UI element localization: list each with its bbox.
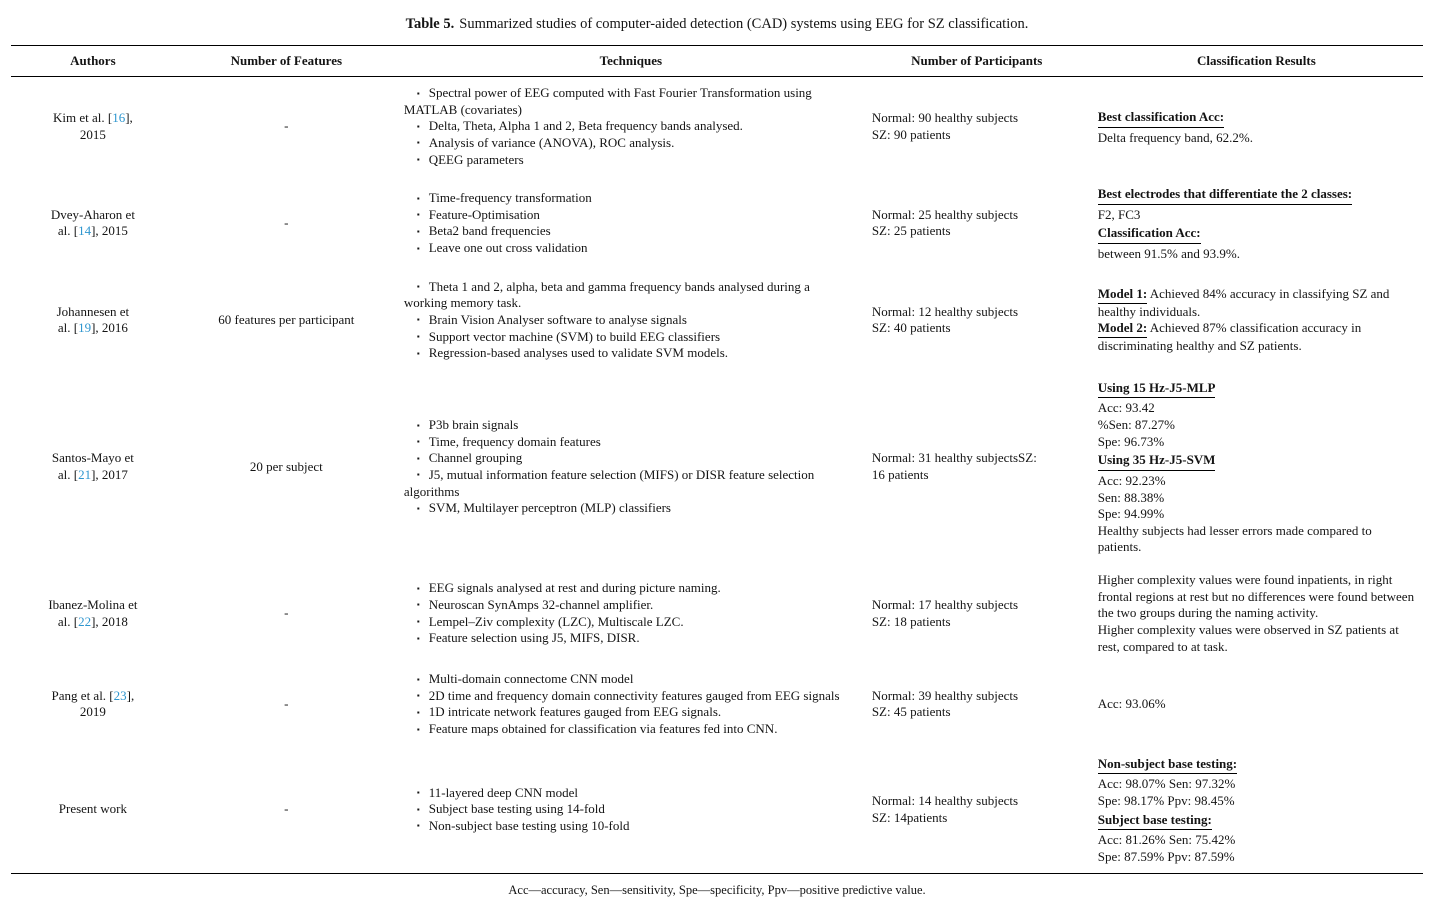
result-heading-line xyxy=(1098,756,1415,775)
results-cell xyxy=(1090,370,1423,564)
results-cell xyxy=(1090,564,1423,663)
technique-text: Delta, Theta, Alpha 1 and 2, Beta frequency bands analysed. xyxy=(428,118,743,134)
technique-item xyxy=(404,152,854,169)
participants-line: SZ: 18 patients xyxy=(871,613,951,629)
bullet-icon: ▪ xyxy=(416,437,420,447)
result-line: Spe: 98.17% Ppv: 98.45% xyxy=(1097,792,1235,808)
participants-line: Normal: 14 healthy subjects xyxy=(871,792,1019,808)
bullet-icon: ▪ xyxy=(416,193,420,203)
result-line: Model 1: Achieved 84% accuracy in classifying SZ and healthy individuals. xyxy=(1097,285,1390,319)
author-text: 2019 xyxy=(79,704,106,720)
authors-cell xyxy=(11,370,175,564)
technique-item xyxy=(404,190,854,207)
table-row xyxy=(11,564,1423,663)
author-line xyxy=(19,223,167,240)
result-heading-line xyxy=(1098,225,1415,244)
author-text: ], 2018 xyxy=(91,613,128,629)
author-text: Dvey-Aharon et xyxy=(50,206,135,222)
features-cell: - xyxy=(284,801,289,817)
author-line xyxy=(19,127,167,144)
bullet-icon: ▪ xyxy=(416,707,420,717)
participants-line: SZ: 25 patients xyxy=(871,223,951,239)
technique-text: Subject base testing using 14-fold xyxy=(428,801,605,817)
technique-item xyxy=(404,467,854,500)
authors-cell xyxy=(11,271,175,370)
result-heading-line xyxy=(1098,452,1415,471)
technique-text: Feature-Optimisation xyxy=(428,206,540,222)
result-heading: Best classification Acc: xyxy=(1098,109,1224,128)
techniques-cell xyxy=(398,77,864,177)
citation-link[interactable]: 19 xyxy=(78,320,92,336)
technique-item xyxy=(404,345,854,362)
result-line: F2, FC3 xyxy=(1097,206,1141,222)
table-row xyxy=(11,746,1423,874)
result-heading: Subject base testing: xyxy=(1098,812,1212,831)
bullet-icon: ▪ xyxy=(416,674,420,684)
technique-text: 1D intricate network features gauged from EEG signals. xyxy=(428,704,722,720)
features-cell: - xyxy=(284,118,289,134)
result-line: Acc: 81.26% Sen: 75.42% xyxy=(1097,832,1236,848)
result-heading: Non-subject base testing: xyxy=(1098,756,1237,775)
technique-text: Brain Vision Analyser software to analyse signals xyxy=(428,311,687,327)
bullet-icon: ▪ xyxy=(416,88,420,98)
participants-line: SZ: 45 patients xyxy=(871,704,951,720)
technique-text: Non-subject base testing using 10-fold xyxy=(428,817,630,833)
author-text: ], 2015 xyxy=(91,223,128,239)
technique-text: Theta 1 and 2, alpha, beta and gamma frequency bands analysed during a working memory task. xyxy=(403,278,810,311)
technique-text: Leave one out cross validation xyxy=(428,240,588,255)
bullet-icon: ▪ xyxy=(416,470,420,480)
author-text: ], 2017 xyxy=(91,466,128,482)
result-line: Acc: 92.23% xyxy=(1097,472,1166,488)
technique-text: Multi-domain connectome CNN model xyxy=(428,671,634,687)
results-cell xyxy=(1090,746,1423,874)
citation-link[interactable]: 23 xyxy=(113,687,127,703)
participants-line: 16 patients xyxy=(871,466,929,482)
bullet-icon: ▪ xyxy=(416,633,420,643)
result-line: Spe: 87.59% Ppv: 87.59% xyxy=(1097,848,1235,864)
bullet-icon: ▪ xyxy=(416,332,420,341)
technique-item xyxy=(404,818,854,835)
participants-cell xyxy=(864,564,1090,663)
bullet-icon: ▪ xyxy=(416,282,420,292)
features-cell: - xyxy=(284,696,289,712)
technique-text: P3b brain signals xyxy=(428,417,519,432)
participants-cell xyxy=(864,77,1090,177)
author-line xyxy=(19,801,167,818)
technique-text: Beta2 band frequencies xyxy=(428,223,551,239)
author-text: Pang et al. [ xyxy=(51,687,114,703)
result-heading-line xyxy=(1098,186,1415,205)
table-caption-label: Table 5. xyxy=(405,16,455,32)
result-heading: Classification Acc: xyxy=(1098,225,1201,244)
participants-line: SZ: 90 patients xyxy=(871,126,951,142)
techniques-cell xyxy=(398,370,864,564)
author-line xyxy=(19,450,167,467)
result-line: Acc: 93.06% xyxy=(1097,696,1166,712)
result-heading: Using 15 Hz-J5-MLP xyxy=(1098,380,1216,399)
author-text: ], xyxy=(125,109,133,125)
technique-item xyxy=(404,580,854,597)
citation-link[interactable]: 14 xyxy=(78,223,92,239)
techniques-cell xyxy=(398,271,864,370)
bullet-icon: ▪ xyxy=(416,503,420,513)
author-text: Present work xyxy=(58,801,128,817)
result-heading-line xyxy=(1098,109,1415,128)
author-text: Kim et al. [ xyxy=(52,109,113,125)
bullet-icon: ▪ xyxy=(416,315,420,325)
author-line xyxy=(19,688,167,705)
technique-item xyxy=(404,688,854,705)
technique-item xyxy=(404,630,854,647)
technique-item xyxy=(404,85,854,118)
technique-text: Support vector machine (SVM) to build EEG classifiers xyxy=(428,328,721,344)
participants-line: Normal: 17 healthy subjects xyxy=(871,596,1019,612)
bullet-icon: ▪ xyxy=(416,617,420,627)
technique-item xyxy=(404,135,854,152)
technique-item xyxy=(404,279,854,312)
technique-text: Lempel–Ziv complexity (LZC), Multiscale LZC. xyxy=(428,613,684,629)
technique-text: Time, frequency domain features xyxy=(428,433,601,449)
technique-item xyxy=(404,434,854,451)
technique-text: Feature maps obtained for classification via features fed into CNN. xyxy=(428,721,778,736)
bullet-icon: ▪ xyxy=(416,210,420,220)
author-text: al. [ xyxy=(57,613,79,629)
table-caption-text: Summarized studies of computer-aided detection (CAD) systems using EEG for SZ classification. xyxy=(459,16,1029,32)
bullet-icon: ▪ xyxy=(416,138,420,148)
author-text: Johannesen et xyxy=(56,303,130,319)
author-text: al. [ xyxy=(57,320,79,336)
author-text: al. [ xyxy=(57,223,79,239)
table-row xyxy=(11,370,1423,564)
bullet-icon: ▪ xyxy=(416,155,420,164)
header-row xyxy=(11,46,1423,77)
table-row xyxy=(11,271,1423,370)
technique-item xyxy=(404,597,854,614)
bullet-icon: ▪ xyxy=(416,804,420,814)
participants-line: Normal: 90 healthy subjects xyxy=(871,109,1019,125)
author-line xyxy=(19,614,167,631)
table-footnote: Acc—accuracy, Sen—sensitivity, Spe—specificity, Ppv—positive predictive value. xyxy=(508,883,926,898)
technique-text: Analysis of variance (ANOVA), ROC analysis. xyxy=(428,134,675,150)
technique-text: Neuroscan SynAmps 32-channel amplifier. xyxy=(428,596,654,612)
participants-line: Normal: 31 healthy subjectsSZ: xyxy=(871,450,1037,466)
author-text: al. [ xyxy=(57,466,79,482)
result-line: Sen: 88.38% xyxy=(1097,489,1165,505)
author-text: 2015 xyxy=(79,126,106,142)
author-line xyxy=(19,320,167,337)
bullet-icon: ▪ xyxy=(416,691,420,701)
technique-text: Spectral power of EEG computed with Fast Fourier Transformation using MATLAB (covariates) xyxy=(403,85,812,117)
bullet-icon: ▪ xyxy=(416,453,420,463)
techniques-cell xyxy=(398,564,864,663)
bullet-icon: ▪ xyxy=(416,420,420,430)
technique-item xyxy=(404,614,854,631)
authors-cell xyxy=(11,746,175,874)
technique-item xyxy=(404,207,854,224)
table-row xyxy=(11,77,1423,177)
author-line xyxy=(19,704,167,721)
participants-cell xyxy=(864,176,1090,271)
table-caption xyxy=(10,16,1424,33)
results-cell xyxy=(1090,77,1423,177)
bullet-icon: ▪ xyxy=(416,724,420,734)
features-cell: - xyxy=(284,215,289,231)
citation-link[interactable]: 22 xyxy=(78,613,92,629)
result-line: Delta frequency band, 62.2%. xyxy=(1097,129,1253,145)
result-line: Healthy subjects had lesser errors made compared to patients. xyxy=(1097,522,1372,555)
technique-text: SVM, Multilayer perceptron (MLP) classifiers xyxy=(428,500,671,516)
result-lead: Model 1: xyxy=(1098,286,1147,304)
technique-item xyxy=(404,450,854,467)
author-text: Ibanez-Molina et xyxy=(48,596,138,612)
result-line: Acc: 93.42 xyxy=(1097,400,1155,416)
technique-text: 2D time and frequency domain connectivity features gauged from EEG signals xyxy=(428,687,840,703)
bullet-icon: ▪ xyxy=(416,583,420,593)
col-header-techniques: Techniques xyxy=(398,46,864,77)
result-heading-line xyxy=(1098,380,1415,399)
techniques-cell xyxy=(398,176,864,271)
technique-text: J5, mutual information feature selection (MIFS) or DISR feature selection algorithms xyxy=(403,466,815,499)
participants-cell xyxy=(864,663,1090,746)
result-line: Acc: 98.07% Sen: 97.32% xyxy=(1097,776,1236,792)
bullet-icon: ▪ xyxy=(416,788,420,798)
results-cell xyxy=(1090,176,1423,271)
table-body xyxy=(11,77,1423,874)
participants-cell xyxy=(864,746,1090,874)
technique-item xyxy=(404,801,854,818)
author-text: ], xyxy=(126,687,135,703)
table-row xyxy=(11,663,1423,746)
technique-item xyxy=(404,704,854,721)
author-line xyxy=(19,467,167,484)
result-line: Higher complexity values were found inpatients, in right frontal regions at rest but no differences were found between the two groups during the naming activity. xyxy=(1097,572,1415,621)
technique-item xyxy=(404,671,854,688)
technique-item xyxy=(404,240,854,257)
authors-cell xyxy=(11,77,175,177)
features-cell: 20 per subject xyxy=(249,458,323,474)
result-line: Spe: 94.99% xyxy=(1097,506,1165,522)
result-line: Higher complexity values were observed in SZ patients at rest, compared to at task. xyxy=(1097,621,1399,654)
technique-item xyxy=(404,785,854,802)
bullet-icon: ▪ xyxy=(416,243,420,253)
results-cell xyxy=(1090,271,1423,370)
citation-link[interactable]: 16 xyxy=(112,109,126,125)
result-line: %Sen: 87.27% xyxy=(1097,417,1176,432)
technique-text: Time-frequency transformation xyxy=(428,190,592,206)
col-header-participants: Number of Participants xyxy=(864,46,1090,77)
features-cell: 60 features per participant xyxy=(218,311,355,327)
technique-text: Regression-based analyses used to validate SVM models. xyxy=(428,345,729,361)
author-line xyxy=(19,207,167,224)
bullet-icon: ▪ xyxy=(416,348,420,358)
bullet-icon: ▪ xyxy=(416,226,420,236)
bullet-icon: ▪ xyxy=(416,121,420,131)
technique-item xyxy=(404,417,854,434)
bullet-icon: ▪ xyxy=(416,821,420,831)
studies-table xyxy=(11,45,1423,874)
technique-text: Channel grouping xyxy=(428,450,523,466)
technique-item xyxy=(404,312,854,329)
result-heading: Using 35 Hz-J5-SVM xyxy=(1098,452,1216,471)
participants-line: Normal: 25 healthy subjects xyxy=(871,206,1019,222)
participants-line: SZ: 40 patients xyxy=(871,320,951,336)
result-line: between 91.5% and 93.9%. xyxy=(1097,246,1240,261)
technique-item xyxy=(404,329,854,346)
technique-text: QEEG parameters xyxy=(428,151,524,167)
authors-cell xyxy=(11,176,175,271)
technique-item xyxy=(404,223,854,240)
technique-text: EEG signals analysed at rest and during picture naming. xyxy=(428,580,721,596)
table-row xyxy=(11,176,1423,271)
technique-text: 11-layered deep CNN model xyxy=(428,784,579,800)
author-line xyxy=(19,110,167,127)
author-line xyxy=(19,597,167,614)
result-heading: Best electrodes that differentiate the 2 classes: xyxy=(1098,186,1352,205)
participants-line: Normal: 12 healthy subjects xyxy=(871,303,1019,319)
author-text: Santos-Mayo et xyxy=(51,450,134,466)
technique-item xyxy=(404,500,854,517)
technique-text: Feature selection using J5, MIFS, DISR. xyxy=(428,630,640,646)
participants-line: SZ: 14patients xyxy=(871,809,948,825)
result-line: Spe: 96.73% xyxy=(1097,433,1165,449)
participants-cell xyxy=(864,271,1090,370)
techniques-cell xyxy=(398,746,864,874)
author-line xyxy=(19,304,167,321)
authors-cell xyxy=(11,564,175,663)
bullet-icon: ▪ xyxy=(416,600,420,610)
result-lead: Model 2: xyxy=(1098,320,1147,338)
col-header-authors: Authors xyxy=(11,46,175,77)
results-cell xyxy=(1090,663,1423,746)
authors-cell xyxy=(11,663,175,746)
participants-cell xyxy=(864,370,1090,564)
citation-link[interactable]: 21 xyxy=(78,466,92,482)
techniques-cell xyxy=(398,663,864,746)
features-cell: - xyxy=(284,605,289,621)
col-header-results: Classification Results xyxy=(1090,46,1423,77)
result-line: Model 2: Achieved 87% classification accuracy in discriminating healthy and SZ patients. xyxy=(1097,320,1362,353)
author-text: ], 2016 xyxy=(91,320,128,336)
col-header-features: Number of Features xyxy=(175,46,398,77)
technique-item xyxy=(404,721,854,738)
result-heading-line xyxy=(1098,812,1415,831)
technique-item xyxy=(404,118,854,135)
participants-line: Normal: 39 healthy subjects xyxy=(871,687,1019,703)
